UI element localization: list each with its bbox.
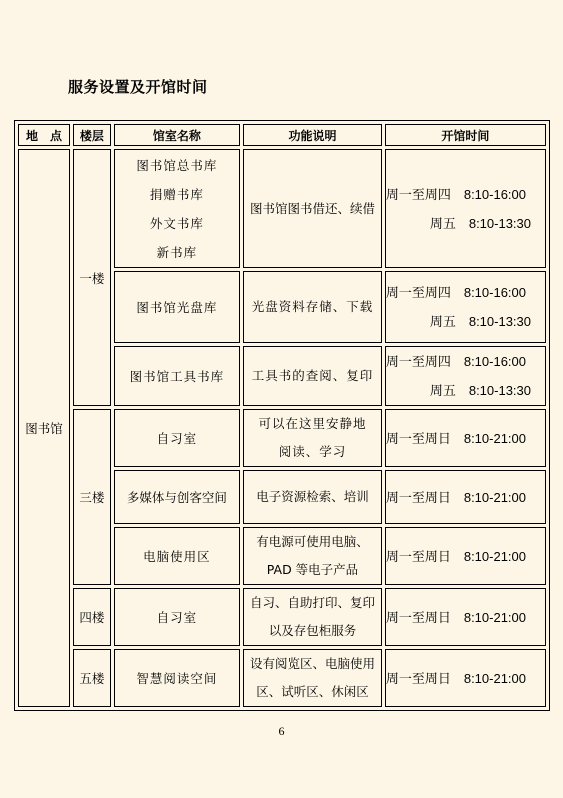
- table-row: [18, 588, 546, 646]
- room-cell: [114, 527, 240, 585]
- room-cell: [114, 271, 240, 343]
- header-floor: 楼层: [73, 124, 111, 146]
- room-line: 外文书库: [149, 215, 204, 231]
- function-line: 设有阅览区、电脑使用: [249, 656, 375, 671]
- room-line: 自习室: [156, 430, 198, 446]
- room-cell: [114, 149, 240, 268]
- floor-cell: 三楼: [73, 409, 111, 585]
- hours-line: 周五 8:10-13:30: [429, 383, 532, 398]
- hours-line: 周一至周日 8:10-21:00: [385, 430, 527, 446]
- function-cell: [243, 470, 382, 524]
- function-line: 区、试听区、休闲区: [256, 684, 369, 699]
- room-line: 图书馆工具书库: [129, 368, 225, 384]
- room-cell: [114, 588, 240, 646]
- hours-cell: [385, 346, 546, 406]
- function-line: 以及存包柜服务: [268, 623, 357, 638]
- header-room: 馆室名称: [114, 124, 240, 146]
- function-line: 阅读、学习: [278, 444, 347, 459]
- hours-line: 周一至周日 8:10-21:00: [385, 489, 527, 505]
- room-cell: [114, 649, 240, 707]
- floor-cell: 一楼: [73, 149, 111, 406]
- page-title: 服务设置及开馆时间: [68, 78, 208, 96]
- hours-line: 周一至周四 8:10-16:00: [385, 186, 527, 202]
- header-hours: 开馆时间: [385, 124, 546, 146]
- hours-line: 周一至周四 8:10-16:00: [385, 354, 527, 369]
- function-cell: [243, 588, 382, 646]
- table-row: [18, 649, 546, 707]
- function-cell: [243, 149, 382, 268]
- location-cell: 图书馆: [18, 149, 70, 707]
- header-location: 地 点: [18, 124, 70, 146]
- table-row: [18, 409, 546, 467]
- function-cell: [243, 346, 382, 406]
- function-line: 电子资源检索、培训: [256, 489, 369, 504]
- hours-cell: [385, 470, 546, 524]
- function-line: 自习、自助打印、复印: [249, 595, 375, 610]
- room-line: 图书馆光盘库: [136, 299, 218, 315]
- hours-cell: [385, 588, 546, 646]
- room-line: 图书馆总书库: [136, 157, 218, 173]
- hours-line: 周五 8:10-13:30: [429, 215, 532, 231]
- floor-cell: 四楼: [73, 588, 111, 646]
- hours-cell: [385, 649, 546, 707]
- function-cell: [243, 649, 382, 707]
- hours-cell: [385, 527, 546, 585]
- hours-line: 周一至周日 8:10-21:00: [385, 670, 527, 686]
- room-cell: [114, 409, 240, 467]
- function-line: 有电源可使用电脑、: [256, 534, 369, 549]
- hours-line: 周一至周日 8:10-21:00: [385, 609, 527, 625]
- room-line: 多媒体与创客空间: [126, 489, 227, 505]
- hours-line: 周五 8:10-13:30: [429, 314, 532, 329]
- hours-line: 周一至周四 8:10-16:00: [385, 285, 527, 300]
- room-line: 电脑使用区: [143, 548, 211, 564]
- room-line: 自习室: [156, 609, 198, 625]
- page-number: 6: [278, 724, 285, 738]
- function-cell: [243, 409, 382, 467]
- function-line: 可以在这里安静地: [258, 416, 367, 431]
- function-line: 图书馆图书借还、续借: [249, 200, 375, 216]
- function-line: 工具书的查阅、复印: [251, 368, 374, 383]
- hours-cell: [385, 409, 546, 467]
- room-cell: [114, 470, 240, 524]
- room-line: 捐赠书库: [149, 186, 204, 202]
- function-line: PAD 等电子产品: [266, 562, 359, 577]
- hours-cell: [385, 271, 546, 343]
- table-row: [18, 149, 546, 268]
- room-line: 新书库: [156, 244, 198, 260]
- floor-cell: 五楼: [73, 649, 111, 707]
- function-cell: [243, 527, 382, 585]
- table-header-row: [18, 124, 546, 146]
- room-line: 智慧阅读空间: [136, 670, 218, 686]
- hours-cell: [385, 149, 546, 268]
- room-cell: [114, 346, 240, 406]
- function-cell: [243, 271, 382, 343]
- hours-line: 周一至周日 8:10-21:00: [385, 548, 527, 564]
- header-function: 功能说明: [243, 124, 382, 146]
- function-line: 光盘资料存储、下载: [251, 299, 374, 314]
- service-hours-table: [14, 120, 550, 711]
